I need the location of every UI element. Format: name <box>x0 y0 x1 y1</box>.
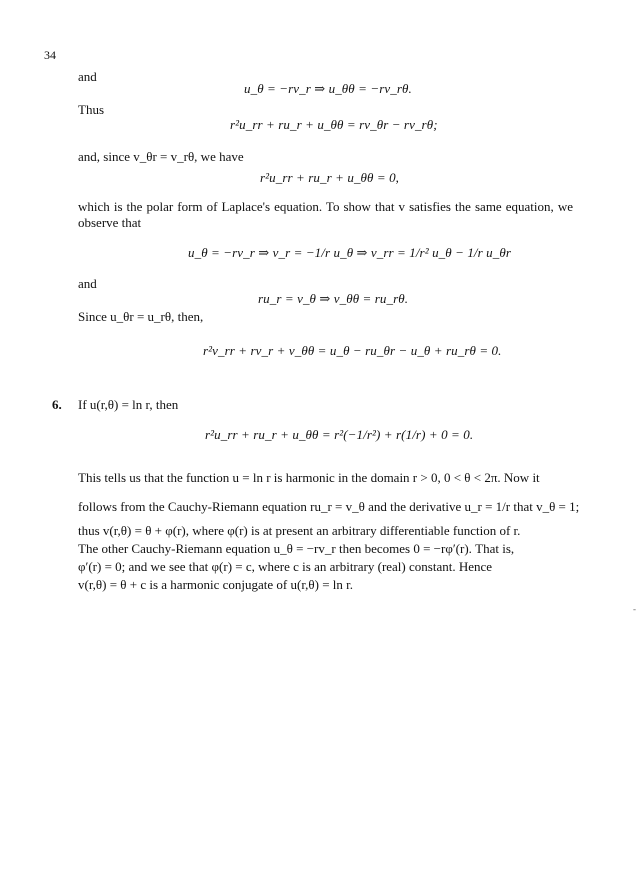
equation-line: u_θ = −rv_r ⇒ u_θθ = −rv_rθ. <box>244 81 412 96</box>
equation-line: u_θ = −rv_r ⇒ v_r = −1/r u_θ ⇒ v_rr = 1/r² u_θ − 1/r u_θr <box>188 245 511 260</box>
body-text-line: and, since v_θr = v_rθ, we have <box>78 149 244 164</box>
connector-text: Thus <box>78 102 104 117</box>
equation-line: r²u_rr + ru_r + u_θθ = rv_θr − rv_rθ; <box>230 117 438 132</box>
body-text-line: follows from the Cauchy-Riemann equation ru_r = v_θ and the derivative u_r = 1/r that v_θ = 1; <box>78 499 580 514</box>
body-text-line: φ′(r) = 0; and we see that φ(r) = c, where c is an arbitrary (real) constant. Hence <box>78 559 493 574</box>
body-paragraph: which is the polar form of Laplace's equation. To show that v satisfies the same equation, we observe that <box>78 199 573 231</box>
equation-line: ru_r = v_θ ⇒ v_θθ = ru_rθ. <box>258 291 409 306</box>
body-text-line: thus v(r,θ) = θ + φ(r), where φ(r) is at present an arbitrary differentiable function of r. <box>78 523 521 538</box>
body-text-line: The other Cauchy-Riemann equation u_θ = −rv_r then becomes 0 = −rφ′(r). That is, <box>78 541 515 556</box>
problem-number: 6. <box>52 397 62 412</box>
equation-line: r²u_rr + ru_r + u_θθ = r²(−1/r²) + r(1/r) + 0 = 0. <box>205 427 474 442</box>
edge-mark: - <box>633 604 636 614</box>
body-text-line: Since u_θr = u_rθ, then, <box>78 309 204 324</box>
problem-intro: If u(r,θ) = ln r, then <box>78 397 179 412</box>
body-text-line: This tells us that the function u = ln r is harmonic in the domain r > 0, 0 < θ < 2π. Now it <box>78 470 540 485</box>
body-text-line: v(r,θ) = θ + c is a harmonic conjugate of u(r,θ) = ln r. <box>78 577 353 592</box>
equation-line: r²u_rr + ru_r + u_θθ = 0, <box>260 170 400 185</box>
equation-line: r²v_rr + rv_r + v_θθ = u_θ − ru_θr − u_θ + ru_rθ = 0. <box>203 343 502 358</box>
connector-text: and <box>78 276 97 291</box>
page-number: 34 <box>44 48 56 62</box>
connector-text: and <box>78 69 97 84</box>
